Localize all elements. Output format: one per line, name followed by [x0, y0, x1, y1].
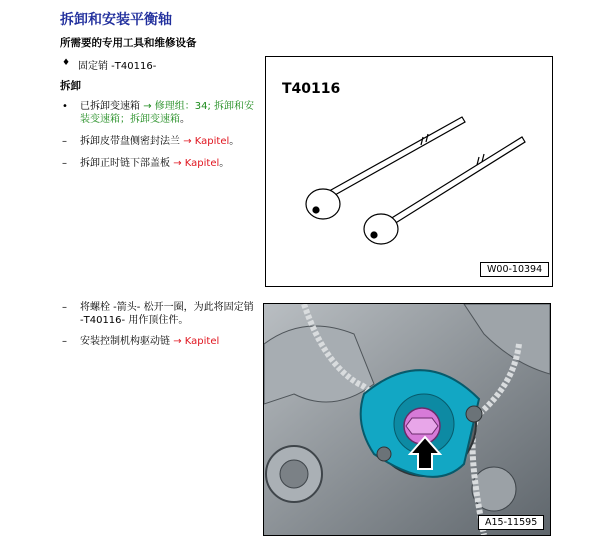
arrow-right-icon: →: [173, 158, 182, 169]
locking-pin-2: [364, 137, 525, 244]
page-title: 拆卸和安装平衡轴: [60, 12, 172, 28]
figure-code: W00-10394: [480, 262, 549, 277]
kapitel-link[interactable]: → Kapitel: [173, 336, 220, 347]
manual-link[interactable]: → 修理组：34; 拆卸和安装变速箱；拆卸变速箱: [80, 101, 255, 125]
step-item: [62, 135, 262, 149]
locking-pin-1: [306, 117, 465, 219]
step-bullet: •: [62, 101, 68, 112]
step-text: 拆卸皮带盘侧密封法兰 → Kapitel。: [80, 136, 240, 147]
step-text: 拆卸正时链下部盖板 → Kapitel。: [80, 158, 230, 169]
step-item: [62, 100, 262, 128]
step-text: 已拆卸变速箱 → 修理组：34; 拆卸和安装变速箱；拆卸变速箱。: [80, 101, 255, 125]
diamond-bullet-icon: ♦: [62, 58, 71, 68]
section-removal-heading: 拆卸: [60, 80, 81, 92]
tools-subtitle: 所需要的专用工具和维修设备: [60, 37, 197, 49]
step-dash: –: [62, 158, 67, 169]
tool-figure-label: T40116: [282, 81, 341, 97]
step-dash: –: [62, 302, 67, 313]
tool-figure: [265, 56, 553, 287]
step-item: [62, 157, 262, 171]
step-item: [62, 301, 262, 329]
figure-code: A15-11595: [478, 515, 544, 530]
arrow-right-icon: →: [143, 101, 152, 112]
locking-pins-illustration: [266, 57, 552, 286]
sprocket-figure: [263, 303, 551, 536]
kapitel-link[interactable]: → Kapitel: [183, 136, 230, 147]
step-text: 安装控制机构驱动链 → Kapitel: [80, 336, 220, 347]
tool-item: 固定销 -T40116-: [78, 61, 157, 72]
step-text: 将螺栓 -箭头- 松开一圈，为此将固定销 -T40116- 用作顶住件。: [80, 302, 254, 326]
step-dash: –: [62, 336, 67, 347]
kapitel-link[interactable]: → Kapitel: [173, 158, 220, 169]
step-dash: –: [62, 136, 67, 147]
arrow-right-icon: →: [183, 136, 192, 147]
sprocket-illustration: [264, 304, 550, 535]
arrow-right-icon: →: [173, 336, 182, 347]
step-item: [62, 335, 262, 349]
